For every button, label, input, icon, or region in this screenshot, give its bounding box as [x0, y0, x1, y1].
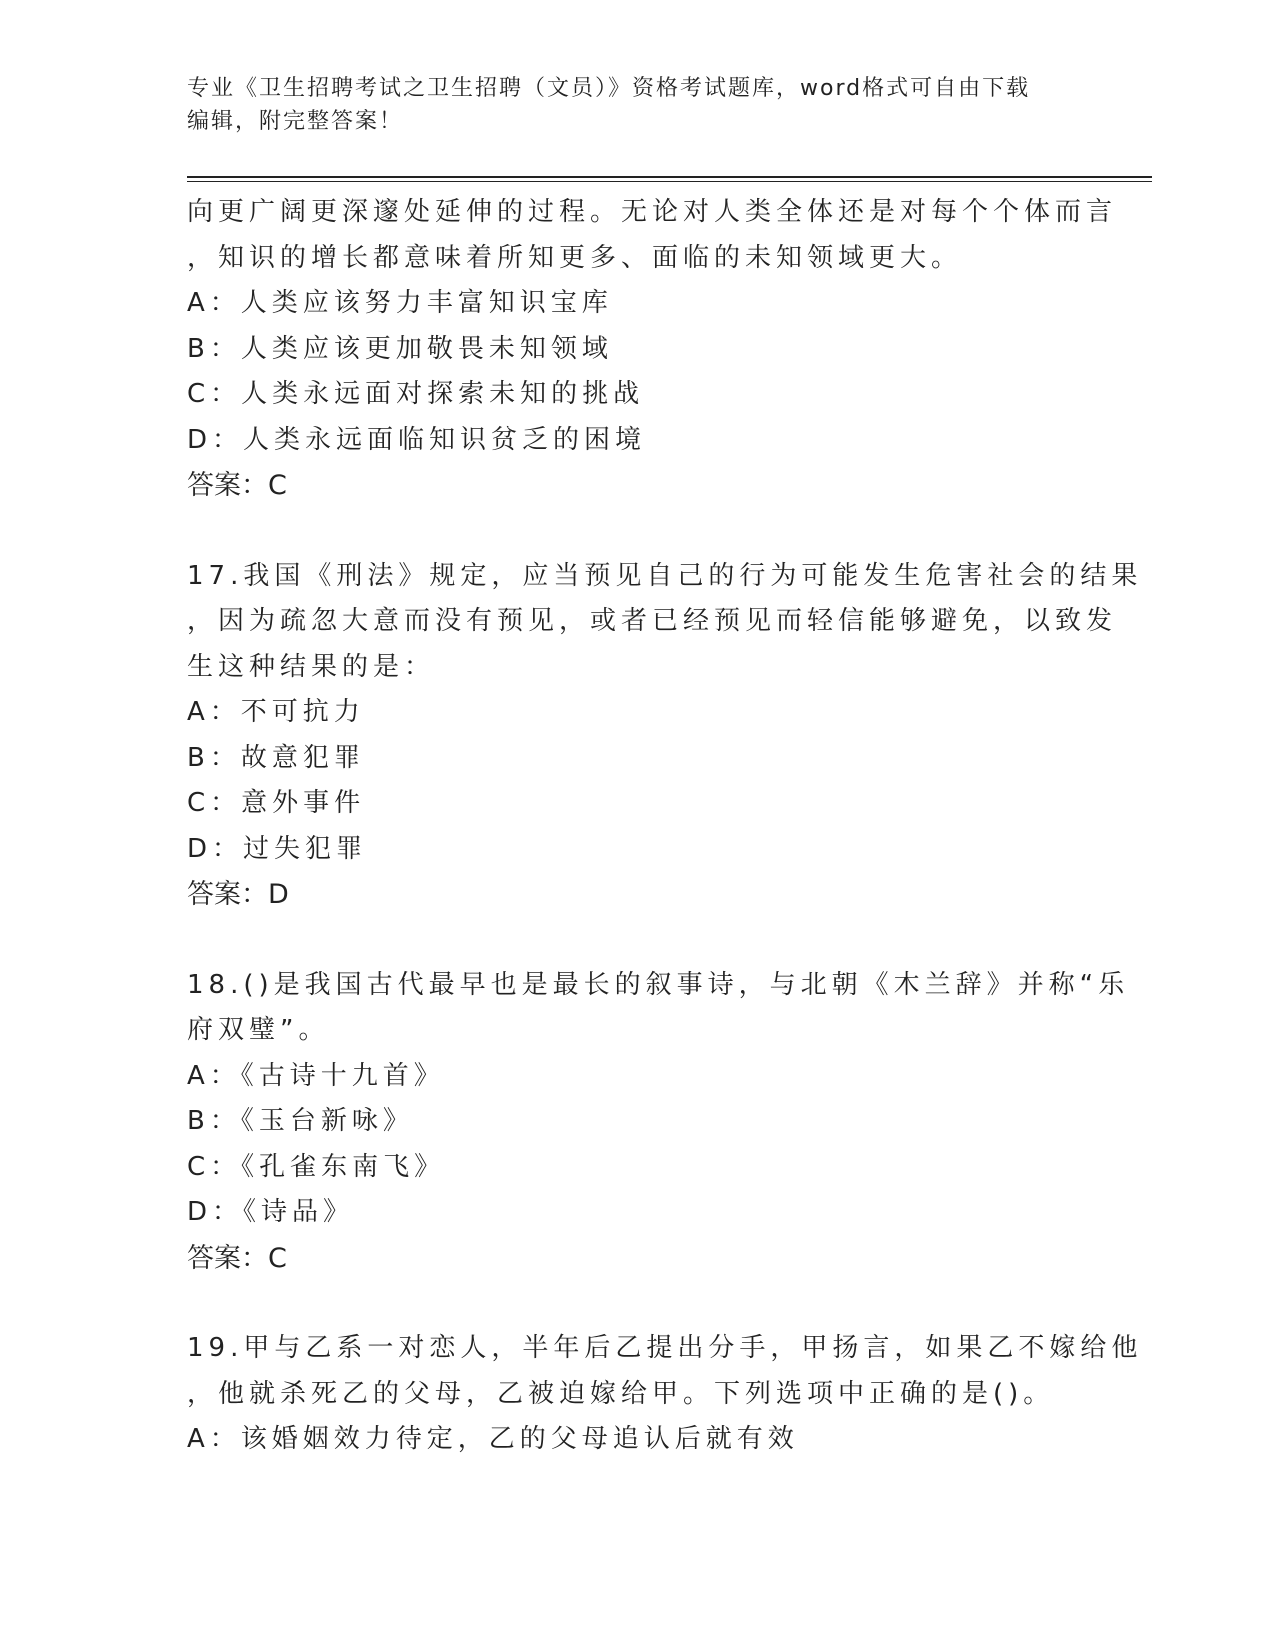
document-body	[187, 190, 1143, 1463]
option-a: A：不可抗力	[187, 697, 365, 727]
answer-line: 答案：D	[187, 879, 289, 910]
answer-line: 答案：C	[187, 470, 287, 501]
option-d: D：《诗品》	[187, 1197, 355, 1227]
question-text-line: 17.我国《刑法》规定，应当预见自己的行为可能发生危害社会的结果	[187, 560, 1143, 591]
answer-line: 答案：C	[187, 1242, 287, 1274]
question-19	[187, 1326, 1143, 1463]
question-text-line: 18.()是我国古代最早也是最长的叙事诗，与北朝《木兰辞》并称“乐	[187, 969, 1130, 1000]
option-c: C：意外事件	[187, 788, 366, 818]
option-a: A：该婚姻效力待定，乙的父母追认后就有效	[187, 1424, 799, 1454]
question-16-continuation	[187, 190, 1118, 509]
page-header	[187, 72, 1067, 138]
question-18	[187, 963, 1130, 1282]
question-text-line: ，因为疏忽大意而没有预见，或者已经预见而轻信能够避免，以致发	[187, 606, 1118, 636]
question-text-line: 19.甲与乙系一对恋人，半年后乙提出分手，甲扬言，如果乙不嫁给他	[187, 1333, 1143, 1363]
question-text-line: 向更广阔更深邃处延伸的过程。无论对人类全体还是对每个个体而言	[187, 197, 1118, 227]
question-text-line: ，他就杀死乙的父母，乙被迫嫁给甲。下列选项中正确的是()。	[187, 1378, 1055, 1409]
option-a: A：人类应该努力丰富知识宝库	[187, 288, 613, 318]
header-line-2: 编辑，附完整答案！	[187, 109, 404, 134]
question-text-line: 生这种结果的是：	[187, 651, 436, 682]
option-d: D：过失犯罪	[187, 833, 368, 864]
question-text-line: 府双璧”。	[187, 1015, 330, 1045]
spacer	[187, 1281, 1087, 1326]
option-c: C：人类永远面对探索未知的挑战	[187, 379, 645, 409]
option-b: B：人类应该更加敬畏未知领域	[187, 333, 613, 364]
header-rule	[187, 176, 1152, 182]
option-d: D：人类永远面临知识贫乏的困境	[187, 424, 647, 455]
option-b: B：《玉台新咏》	[187, 1106, 414, 1136]
option-c: C：《孔雀东南飞》	[187, 1151, 446, 1182]
option-b: B：故意犯罪	[187, 742, 365, 773]
option-a: A：《古诗十九首》	[187, 1060, 445, 1091]
header-line-1: 专业《卫生招聘考试之卫生招聘（文员）》资格考试题库，word格式可自由下载	[187, 76, 1031, 101]
question-text-line: ，知识的增长都意味着所知更多、面临的未知领域更大。	[187, 242, 963, 273]
spacer	[187, 509, 1087, 554]
spacer	[187, 918, 1087, 963]
question-17	[187, 554, 1143, 918]
